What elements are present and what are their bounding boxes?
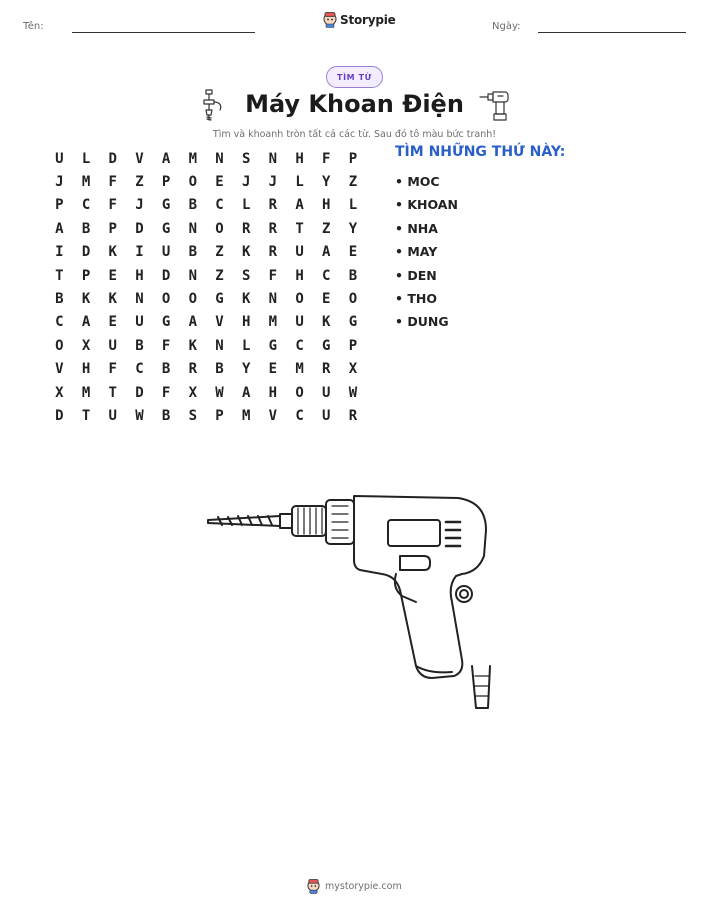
grid-cell[interactable]: R [322, 361, 331, 378]
grid-cell[interactable]: G [161, 220, 171, 237]
grid-cell[interactable]: K [81, 291, 91, 308]
word-list [395, 170, 458, 334]
grid-cell[interactable]: F [322, 150, 331, 167]
grid-cell[interactable]: P [55, 197, 64, 214]
grid-cell[interactable]: I [135, 244, 144, 261]
word-list-item: • DUNG [395, 314, 449, 330]
word-list-item: • DEN [395, 267, 437, 283]
name-line[interactable] [72, 32, 255, 33]
grid-cell[interactable]: D [81, 244, 91, 261]
word-list-heading: TÌM NHỮNG THỨ NÀY: [395, 144, 566, 160]
grid-cell[interactable]: P [348, 150, 358, 167]
grid-cell[interactable]: B [188, 197, 197, 214]
grid-cell[interactable]: U [322, 407, 331, 424]
grid-cell[interactable]: B [55, 291, 64, 308]
grid-cell[interactable]: T [55, 267, 64, 284]
grid-cell[interactable]: X [348, 361, 358, 378]
grid-cell[interactable]: X [55, 384, 64, 401]
grid-cell[interactable]: C [55, 314, 64, 331]
grid-cell[interactable]: B [161, 361, 171, 378]
grid-cell[interactable]: G [161, 197, 171, 214]
grid-cell[interactable]: H [295, 150, 304, 167]
grid-cell[interactable]: K [241, 244, 251, 261]
grid-cell[interactable]: O [215, 220, 224, 237]
grid-cell[interactable]: H [268, 384, 278, 401]
grid-cell[interactable]: H [322, 197, 331, 214]
grid-cell[interactable]: Y [241, 361, 251, 378]
grid-cell[interactable]: B [215, 361, 224, 378]
grid-cell[interactable]: N [268, 150, 278, 167]
brand-logo [323, 12, 396, 28]
grid-cell[interactable]: Y [322, 174, 331, 191]
grid-cell[interactable]: J [55, 174, 64, 191]
footer [307, 879, 402, 894]
grid-cell[interactable]: H [135, 267, 144, 284]
grid-cell[interactable]: V [55, 361, 64, 378]
grid-cell[interactable]: T [108, 384, 117, 401]
grid-cell[interactable]: O [55, 337, 64, 354]
grid-cell[interactable]: Y [348, 220, 358, 237]
grid-cell[interactable]: W [348, 384, 358, 401]
grid-cell[interactable]: G [268, 337, 278, 354]
page-title: Máy Khoan Điện [245, 90, 464, 118]
grid-cell[interactable]: N [215, 150, 224, 167]
grid-cell[interactable]: E [268, 361, 278, 378]
grid-cell[interactable]: J [268, 174, 278, 191]
grid-cell[interactable]: N [215, 337, 224, 354]
date-line[interactable] [538, 32, 686, 33]
grid-cell[interactable]: P [215, 407, 224, 424]
grid-cell[interactable]: W [135, 407, 144, 424]
letter-grid [46, 147, 366, 428]
instructions: Tìm và khoanh tròn tất cả các từ. Sau đó tô màu bức tranh! [212, 129, 497, 140]
grid-cell[interactable]: K [322, 314, 331, 331]
storypie-logo-icon [307, 879, 320, 894]
grid-cell[interactable]: L [241, 197, 251, 214]
grid-cell[interactable]: T [295, 220, 304, 237]
grid-cell[interactable]: U [135, 314, 144, 331]
grid-cell[interactable]: W [215, 384, 224, 401]
grid-cell[interactable]: U [295, 244, 304, 261]
cordless-drill-icon [478, 88, 510, 122]
grid-cell[interactable]: L [241, 337, 251, 354]
grid-cell[interactable]: F [108, 174, 117, 191]
grid-cell[interactable]: M [81, 174, 91, 191]
grid-cell[interactable]: A [81, 314, 91, 331]
grid-cell[interactable]: U [295, 314, 304, 331]
grid-cell[interactable]: E [108, 267, 117, 284]
grid-cell[interactable]: D [135, 384, 144, 401]
grid-cell[interactable]: A [322, 244, 331, 261]
grid-cell[interactable]: X [81, 337, 91, 354]
grid-cell[interactable]: R [348, 407, 358, 424]
grid-cell[interactable]: M [241, 407, 251, 424]
grid-cell[interactable]: C [295, 337, 304, 354]
grid-cell[interactable]: R [268, 220, 278, 237]
word-list-item: • MOC [395, 174, 440, 189]
grid-cell[interactable]: B [161, 407, 171, 424]
grid-cell[interactable]: N [188, 267, 197, 284]
grid-cell[interactable]: H [295, 267, 304, 284]
grid-cell[interactable]: O [295, 384, 304, 401]
grid-cell[interactable]: N [268, 291, 278, 308]
grid-cell[interactable]: F [268, 267, 278, 284]
grid-cell[interactable]: S [241, 150, 251, 167]
word-list-item: • THO [395, 290, 437, 306]
grid-cell[interactable]: B [348, 267, 358, 284]
grid-cell[interactable]: H [241, 314, 251, 331]
grid-cell[interactable]: P [108, 220, 117, 237]
footer-url[interactable]: mystorypie.com [325, 881, 402, 892]
grid-cell[interactable]: M [295, 361, 304, 378]
grid-cell[interactable]: N [135, 291, 144, 308]
grid-cell[interactable]: G [215, 291, 224, 308]
grid-cell[interactable]: Z [215, 244, 224, 261]
grid-cell[interactable]: A [161, 150, 171, 167]
grid-cell[interactable]: F [161, 384, 171, 401]
grid-cell[interactable]: D [55, 407, 64, 424]
grid-cell[interactable]: O [188, 291, 197, 308]
grid-cell[interactable]: I [55, 244, 64, 261]
grid-cell[interactable]: E [215, 174, 224, 191]
grid-cell[interactable]: V [268, 407, 278, 424]
date-label: Ngày: [492, 21, 521, 32]
grid-cell[interactable]: A [241, 384, 251, 401]
grid-cell[interactable]: R [268, 197, 278, 214]
grid-cell[interactable]: J [241, 174, 251, 191]
grid-cell[interactable]: G [161, 314, 171, 331]
grid-cell[interactable]: Z [322, 220, 331, 237]
grid-cell[interactable]: U [322, 384, 331, 401]
grid-cell[interactable]: D [135, 220, 144, 237]
grid-cell[interactable]: P [161, 174, 171, 191]
grid-cell[interactable]: Z [348, 174, 358, 191]
grid-cell[interactable]: F [161, 337, 171, 354]
grid-cell[interactable]: O [161, 291, 171, 308]
word-list-item: • MAY [395, 244, 438, 260]
grid-cell[interactable]: R [268, 244, 278, 261]
grid-cell[interactable]: Z [135, 174, 144, 191]
grid-cell[interactable]: G [348, 314, 358, 331]
grid-cell[interactable]: K [108, 244, 117, 261]
grid-cell[interactable]: L [348, 197, 358, 214]
grid-cell[interactable]: F [108, 197, 117, 214]
grid-cell[interactable]: O [188, 174, 197, 191]
grid-cell[interactable]: P [81, 267, 91, 284]
grid-cell[interactable]: K [108, 291, 117, 308]
grid-cell[interactable]: E [348, 244, 358, 261]
name-label: Tên: [23, 21, 44, 32]
grid-cell[interactable]: U [108, 337, 117, 354]
grid-cell[interactable]: M [268, 314, 278, 331]
grid-cell[interactable]: E [108, 314, 117, 331]
grid-cell[interactable]: G [322, 337, 331, 354]
grid-cell[interactable]: S [188, 407, 197, 424]
word-list-item: • NHA [395, 220, 438, 236]
grid-cell[interactable]: V [135, 150, 144, 167]
grid-cell[interactable]: J [135, 197, 144, 214]
grid-cell[interactable]: T [81, 407, 91, 424]
grid-cell[interactable]: B [188, 244, 197, 261]
grid-cell[interactable]: B [135, 337, 144, 354]
grid-cell[interactable]: O [295, 291, 304, 308]
grid-cell[interactable]: H [81, 361, 91, 378]
grid-cell[interactable]: N [188, 220, 197, 237]
grid-cell[interactable]: R [241, 220, 251, 237]
grid-cell[interactable]: F [108, 361, 117, 378]
grid-cell[interactable]: M [81, 384, 91, 401]
grid-cell[interactable]: B [81, 220, 91, 237]
grid-cell[interactable]: V [215, 314, 224, 331]
grid-cell[interactable]: K [241, 291, 251, 308]
grid-cell[interactable]: C [81, 197, 91, 214]
word-list-item: • KHOAN [395, 197, 458, 213]
grid-cell[interactable]: Z [215, 267, 224, 284]
grid-cell[interactable]: K [188, 337, 197, 354]
grid-cell[interactable]: O [348, 291, 358, 308]
brand-name: Storypie [340, 13, 396, 27]
grid-cell[interactable]: C [215, 197, 224, 214]
grid-cell[interactable]: A [295, 197, 304, 214]
grid-cell[interactable]: L [295, 174, 304, 191]
grid-cell[interactable]: C [295, 407, 304, 424]
power-drill-illustration [200, 490, 500, 716]
grid-cell[interactable]: M [188, 150, 197, 167]
grid-cell[interactable]: L [81, 150, 91, 167]
grid-cell[interactable]: P [348, 337, 358, 354]
grid-cell[interactable]: U [108, 407, 117, 424]
grid-cell[interactable]: A [55, 220, 64, 237]
grid-cell[interactable]: A [188, 314, 197, 331]
grid-cell[interactable]: D [161, 267, 171, 284]
grid-cell[interactable]: C [135, 361, 144, 378]
grid-cell[interactable]: U [161, 244, 171, 261]
grid-cell[interactable]: R [188, 361, 197, 378]
grid-cell[interactable]: D [108, 150, 117, 167]
grid-cell[interactable]: E [322, 291, 331, 308]
grid-cell[interactable]: C [322, 267, 331, 284]
grid-cell[interactable]: S [241, 267, 251, 284]
grid-cell[interactable]: X [188, 384, 197, 401]
storypie-logo-icon [323, 12, 337, 28]
grid-cell[interactable]: U [55, 150, 64, 167]
category-badge: TÌM TỪ [326, 66, 383, 88]
